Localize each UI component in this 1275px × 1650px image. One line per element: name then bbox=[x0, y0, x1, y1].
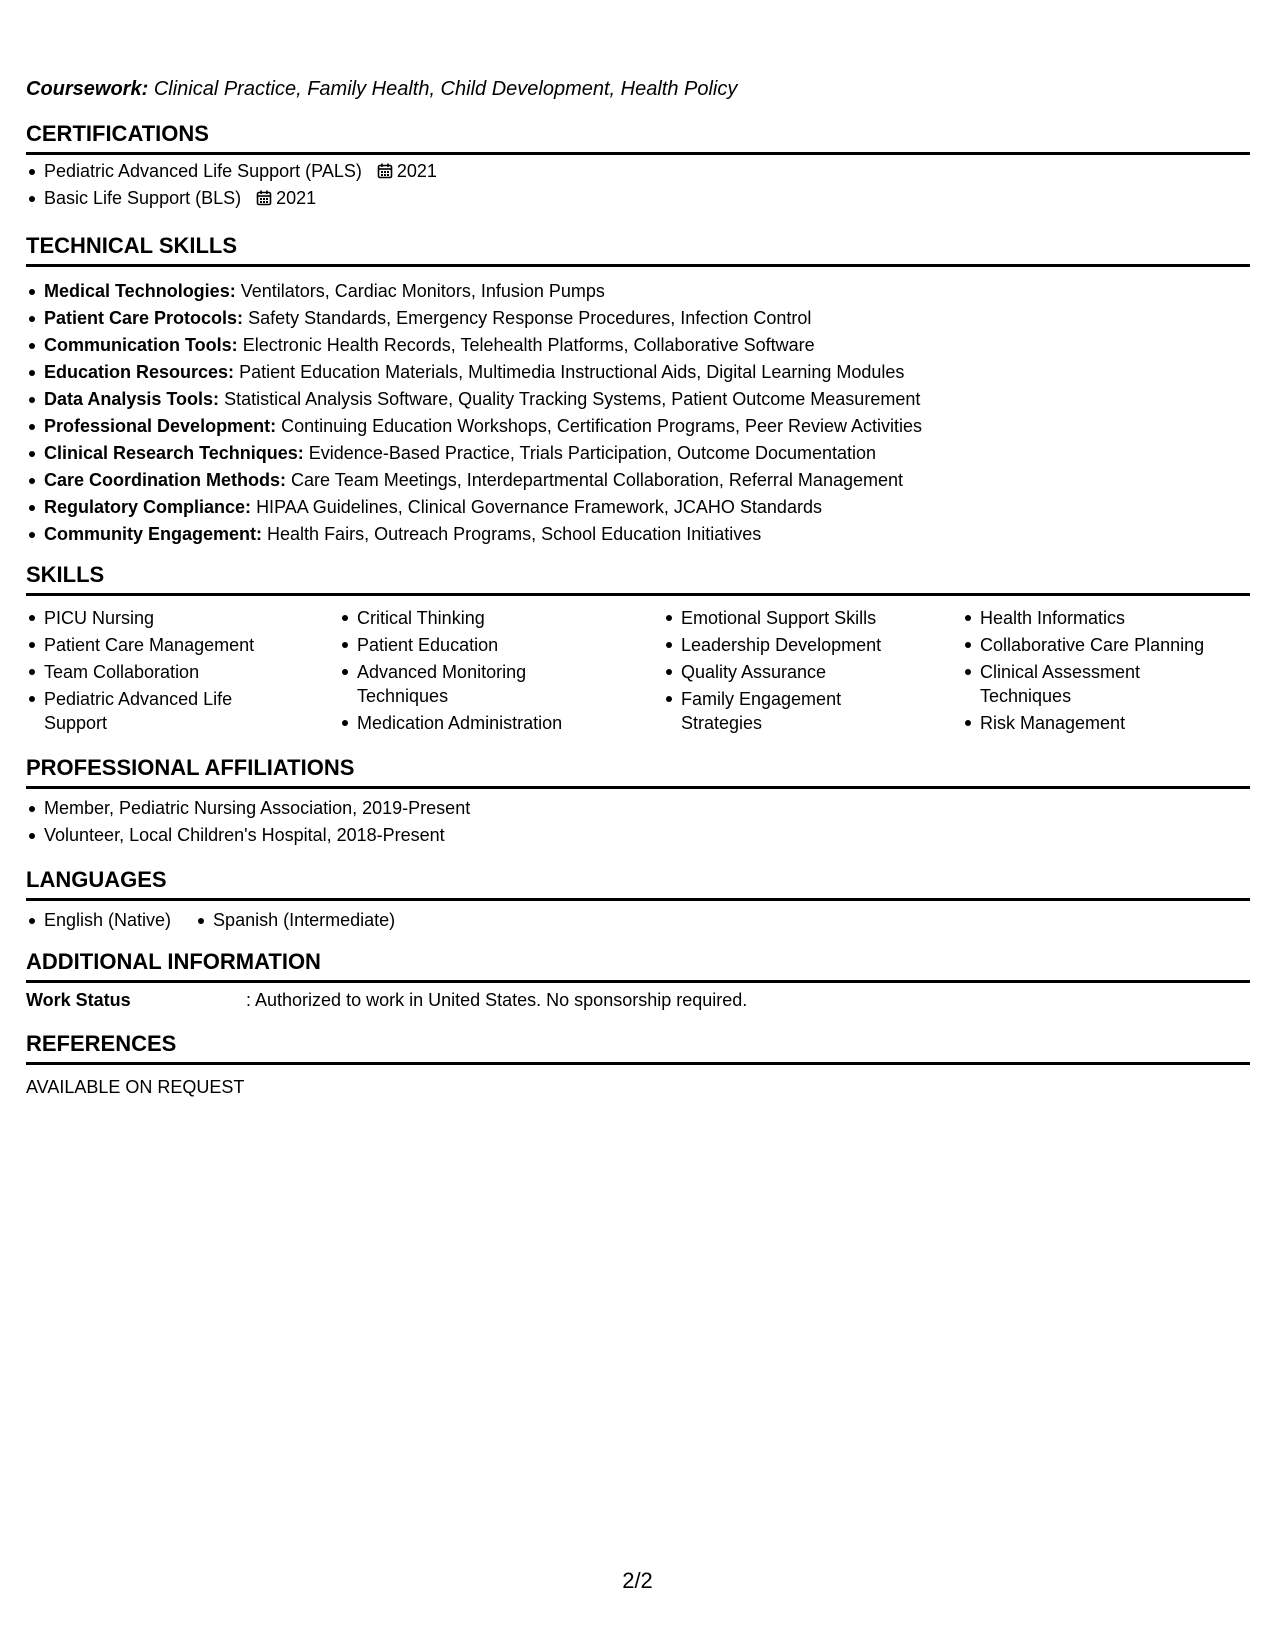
page-number: 2/2 bbox=[622, 1568, 653, 1593]
skill-item: Team Collaboration bbox=[44, 660, 314, 684]
certifications-heading: CERTIFICATIONS bbox=[26, 120, 1250, 155]
skill-item: Family Engagement Strategies bbox=[681, 687, 871, 735]
coursework-text: Clinical Practice, Family Health, Child Development, Health Policy bbox=[153, 78, 738, 100]
technical-skill-label: Regulatory Compliance: bbox=[44, 497, 252, 517]
technical-skill-label: Education Resources: bbox=[44, 362, 235, 382]
work-status-value: : Authorized to work in United States. No sponsorship required. bbox=[246, 990, 748, 1010]
technical-skills-list bbox=[26, 278, 922, 548]
skill-item: Patient Care Management bbox=[44, 633, 314, 657]
skill-item: Critical Thinking bbox=[357, 606, 617, 630]
skills-column bbox=[962, 606, 1250, 738]
coursework-line bbox=[26, 78, 737, 101]
affiliations-list bbox=[26, 795, 470, 849]
affiliations-heading: PROFESSIONAL AFFILIATIONS bbox=[26, 754, 1250, 789]
references-text: AVAILABLE ON REQUEST bbox=[26, 1077, 245, 1097]
technical-skill-text: Patient Education Materials, Multimedia Instructional Aids, Digital Learning Modules bbox=[239, 362, 905, 382]
certification-year: 2021 bbox=[276, 188, 317, 208]
technical-skill-item bbox=[44, 440, 922, 467]
skill-item: Collaborative Care Planning bbox=[980, 633, 1250, 657]
technical-skill-label: Medical Technologies: bbox=[44, 281, 236, 301]
languages-list bbox=[26, 907, 419, 934]
language-item: English (Native) bbox=[26, 907, 171, 934]
affiliation-item: Member, Pediatric Nursing Association, 2019-Present bbox=[44, 795, 470, 822]
technical-skill-label: Patient Care Protocols: bbox=[44, 308, 244, 328]
skill-item: Medication Administration bbox=[357, 711, 617, 735]
technical-skill-label: Care Coordination Methods: bbox=[44, 470, 286, 490]
skill-item: Leadership Development bbox=[681, 633, 921, 657]
technical-skill-item bbox=[44, 278, 922, 305]
skill-item: Pediatric Advanced Life Support bbox=[44, 687, 244, 735]
technical-skill-item bbox=[44, 332, 922, 359]
technical-skill-item bbox=[44, 494, 922, 521]
technical-skill-item bbox=[44, 521, 922, 548]
language-item: Spanish (Intermediate) bbox=[195, 907, 395, 934]
references-heading: REFERENCES bbox=[26, 1030, 1250, 1065]
calendar-icon bbox=[256, 190, 272, 206]
technical-skill-text: Safety Standards, Emergency Response Procedures, Infection Control bbox=[248, 308, 812, 328]
technical-skill-label: Data Analysis Tools: bbox=[44, 389, 220, 409]
skills-column bbox=[663, 606, 921, 738]
skill-item: Risk Management bbox=[980, 711, 1250, 735]
technical-skill-text: HIPAA Guidelines, Clinical Governance Framework, JCAHO Standards bbox=[256, 497, 822, 517]
technical-skills-heading: TECHNICAL SKILLS bbox=[26, 232, 1250, 267]
skills-column bbox=[339, 606, 617, 738]
skill-item: Clinical Assessment Techniques bbox=[980, 660, 1170, 708]
coursework-label: Coursework: bbox=[26, 78, 149, 100]
certification-year: 2021 bbox=[396, 161, 437, 181]
skill-item: Quality Assurance bbox=[681, 660, 921, 684]
certifications-list bbox=[26, 158, 437, 212]
skill-item: Patient Education bbox=[357, 633, 617, 657]
technical-skill-text: Care Team Meetings, Interdepartmental Collaboration, Referral Management bbox=[291, 470, 903, 490]
work-status-row bbox=[26, 987, 747, 1014]
technical-skill-item bbox=[44, 413, 922, 440]
technical-skill-label: Communication Tools: bbox=[44, 335, 238, 355]
technical-skill-label: Professional Development: bbox=[44, 416, 277, 436]
technical-skill-item bbox=[44, 359, 922, 386]
technical-skill-text: Ventilators, Cardiac Monitors, Infusion Pumps bbox=[240, 281, 605, 301]
work-status-label: Work Status bbox=[26, 990, 131, 1010]
skill-item: PICU Nursing bbox=[44, 606, 314, 630]
skill-item: Advanced Monitoring Techniques bbox=[357, 660, 547, 708]
additional-info-heading: ADDITIONAL INFORMATION bbox=[26, 948, 1250, 983]
technical-skill-label: Clinical Research Techniques: bbox=[44, 443, 304, 463]
skills-heading: SKILLS bbox=[26, 561, 1250, 596]
skills-column bbox=[26, 606, 314, 738]
certification-name: Basic Life Support (BLS) bbox=[44, 188, 242, 208]
certification-item bbox=[44, 185, 437, 212]
skill-item: Health Informatics bbox=[980, 606, 1250, 630]
calendar-icon bbox=[377, 163, 393, 179]
technical-skill-item bbox=[44, 386, 922, 413]
technical-skill-text: Continuing Education Workshops, Certification Programs, Peer Review Activities bbox=[281, 416, 923, 436]
technical-skill-label: Community Engagement: bbox=[44, 524, 263, 544]
affiliation-item: Volunteer, Local Children's Hospital, 2018-Present bbox=[44, 822, 470, 849]
technical-skill-text: Health Fairs, Outreach Programs, School Education Initiatives bbox=[267, 524, 762, 544]
technical-skill-text: Evidence-Based Practice, Trials Participation, Outcome Documentation bbox=[308, 443, 877, 463]
certification-name: Pediatric Advanced Life Support (PALS) bbox=[44, 161, 362, 181]
technical-skill-item bbox=[44, 467, 922, 494]
skill-item: Emotional Support Skills bbox=[681, 606, 921, 630]
technical-skill-item bbox=[44, 305, 922, 332]
languages-heading: LANGUAGES bbox=[26, 866, 1250, 901]
technical-skill-text: Statistical Analysis Software, Quality Tracking Systems, Patient Outcome Measurement bbox=[224, 389, 921, 409]
certification-item bbox=[44, 158, 437, 185]
technical-skill-text: Electronic Health Records, Telehealth Platforms, Collaborative Software bbox=[242, 335, 815, 355]
